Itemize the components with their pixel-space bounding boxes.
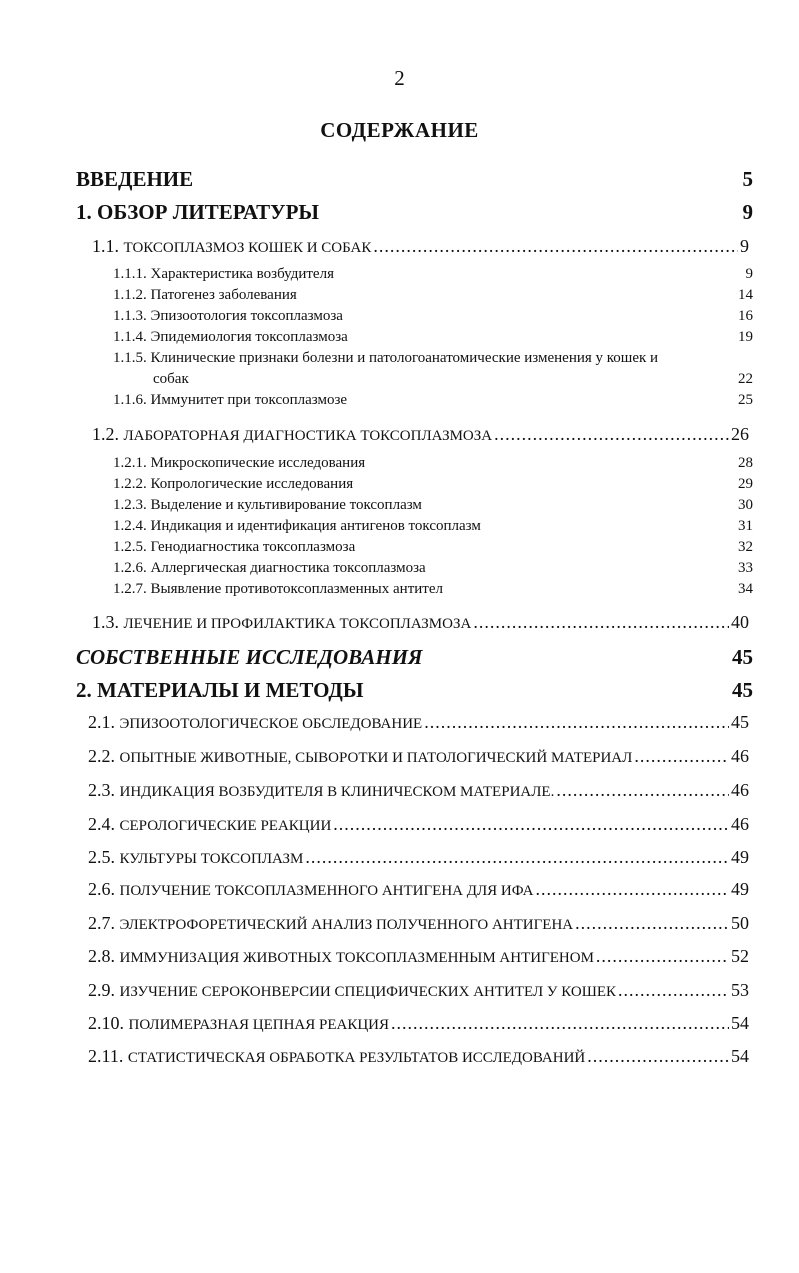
- toc-title-text: СЕРОЛОГИЧЕСКИЕ РЕАКЦИИ: [119, 818, 332, 834]
- toc-label: 1.2.7. Выявление противотоксоплазменных антител: [113, 581, 443, 597]
- toc-label: 1.2.5. Генодиагностика токсоплазмоза: [113, 539, 356, 555]
- toc-label: 1.2.2. Копрологические исследования: [113, 476, 354, 492]
- toc-number: 2.4.: [88, 814, 115, 834]
- toc-page: 29: [738, 476, 753, 492]
- toc-label-line1: 1.1.5. Клинические признаки болезни и патологоанатомические изменения у кошек и: [113, 350, 659, 366]
- toc-entry-1-1-5: [113, 348, 753, 390]
- toc-number: 2.2.: [88, 746, 115, 766]
- dot-leader: [618, 980, 729, 1001]
- toc-label: 1.2.4. Индикация и идентификация антигенов токсоплазм: [113, 518, 481, 534]
- toc-entry-1-1-3: [113, 308, 753, 325]
- toc-label: 1.1.4. Эпидемиология токсоплазмоза: [113, 329, 348, 345]
- toc-label: СОБСТВЕННЫЕ ИССЛЕДОВАНИЯ: [76, 645, 423, 669]
- toc-entry-1-2-2: [113, 476, 753, 493]
- toc-title-text: ИЗУЧЕНИЕ СЕРОКОНВЕРСИИ СПЕЦИФИЧЕСКИХ АНТИТЕЛ У КОШЕК: [119, 984, 617, 1000]
- toc-title-text: ИММУНИЗАЦИЯ ЖИВОТНЫХ ТОКСОПЛАЗМЕННЫМ АНТИГЕНОМ: [119, 950, 594, 966]
- toc-entry-2-7: [88, 913, 749, 934]
- toc-entry-1-3: [92, 612, 749, 633]
- toc-label: [88, 980, 616, 1001]
- dot-leader: [587, 1046, 729, 1067]
- toc-page: 9: [742, 200, 753, 224]
- toc-entry-1-1-6: [113, 392, 753, 409]
- dot-leader: [473, 612, 729, 633]
- toc-entry-1-2-1: [113, 455, 753, 472]
- toc-title-text: ЭЛЕКТРОФОРЕТИЧЕСКИЙ АНАЛИЗ ПОЛУЧЕННОГО АНТИГЕНА: [119, 917, 574, 933]
- toc-title-text: ЛАБОРАТОРНАЯ ДИАГНОСТИКА ТОКСОПЛАЗМОЗА: [123, 428, 493, 444]
- toc-label: [88, 746, 632, 767]
- toc-label: 1.1.1. Характеристика возбудителя: [113, 266, 334, 282]
- dot-leader: [556, 780, 729, 801]
- toc-title-text: КУЛЬТУРЫ ТОКСОПЛАЗМ: [119, 851, 304, 867]
- toc-page: 46: [731, 780, 749, 800]
- toc-label: 1.1.3. Эпизоотология токсоплазмоза: [113, 308, 343, 324]
- toc-page: 54: [731, 1013, 749, 1033]
- toc-title-text: ЭПИЗООТОЛОГИЧЕСКОЕ ОБСЛЕДОВАНИЕ: [119, 716, 423, 732]
- toc-entry-section-1: [76, 200, 753, 225]
- toc-entry-section-2: [76, 678, 753, 703]
- toc-entry-2-6: [88, 879, 749, 900]
- toc-label: 1. ОБЗОР ЛИТЕРАТУРЫ: [76, 200, 320, 224]
- toc-label: ВВЕДЕНИЕ: [76, 167, 194, 191]
- toc-page: 49: [731, 847, 749, 867]
- toc-entry-2-4: [88, 814, 749, 835]
- toc-label: 1.1.6. Иммунитет при токсоплазмозе: [113, 392, 348, 408]
- toc-page: 52: [731, 946, 749, 966]
- toc-label: [88, 847, 303, 868]
- toc-entry-2-8: [88, 946, 749, 967]
- toc-number: 2.11.: [88, 1046, 124, 1066]
- toc-label: [92, 612, 471, 633]
- toc-entry-2-11: [88, 1046, 749, 1067]
- toc-title-text: ПОЛИМЕРАЗНАЯ ЦЕПНАЯ РЕАКЦИЯ: [128, 1017, 390, 1033]
- toc-label: [88, 1013, 389, 1034]
- toc-page: 34: [738, 581, 753, 597]
- toc-number: 2.7.: [88, 913, 115, 933]
- toc-entry-1-2-5: [113, 539, 753, 556]
- toc-page: 45: [731, 712, 749, 732]
- toc-label: [88, 780, 554, 801]
- dot-leader: [575, 913, 729, 934]
- toc-entry-1-1: [92, 236, 749, 257]
- toc-page: 46: [731, 746, 749, 766]
- toc-page: 46: [731, 814, 749, 834]
- toc-page: 45: [732, 645, 753, 669]
- toc-entry-1-1-1: [113, 266, 753, 283]
- toc-title-text: ОПЫТНЫЕ ЖИВОТНЫЕ, СЫВОРОТКИ И ПАТОЛОГИЧЕСКИЙ МАТЕРИАЛ: [119, 750, 633, 766]
- toc-entry-2-9: [88, 980, 749, 1001]
- toc-number: 2.9.: [88, 980, 115, 1000]
- dot-leader: [424, 712, 729, 733]
- toc-label: [88, 712, 422, 733]
- toc-page: 33: [738, 560, 753, 576]
- toc-page: 54: [731, 1046, 749, 1066]
- toc-label-line2: собак: [153, 371, 189, 387]
- toc-label: 1.2.1. Микроскопические исследования: [113, 455, 366, 471]
- toc-entry-2-10: [88, 1013, 749, 1034]
- dot-leader: [535, 879, 729, 900]
- toc-entry-2-1: [88, 712, 749, 733]
- toc-page: 19: [738, 329, 753, 345]
- toc-label: [88, 946, 594, 967]
- toc-number: 2.5.: [88, 847, 115, 867]
- toc-entry-own-research: [76, 645, 753, 670]
- toc-number: 2.6.: [88, 879, 115, 899]
- toc-page: 14: [738, 287, 753, 303]
- toc-page: 30: [738, 497, 753, 513]
- toc-label: [92, 236, 371, 257]
- toc-page: 9: [745, 266, 753, 282]
- toc-entry-2-3: [88, 780, 749, 801]
- toc-label: [88, 814, 331, 835]
- toc-label: [88, 913, 573, 934]
- toc-number: 2.8.: [88, 946, 115, 966]
- toc-number: 2.10.: [88, 1013, 124, 1033]
- dot-leader: [305, 847, 729, 868]
- toc-number: 2.1.: [88, 712, 115, 732]
- toc-title-text: ТОКСОПЛАЗМОЗ КОШЕК И СОБАК: [123, 240, 372, 256]
- toc-entry-1-2-6: [113, 560, 753, 577]
- toc-title-text: ИНДИКАЦИЯ ВОЗБУДИТЕЛЯ В КЛИНИЧЕСКОМ МАТЕРИАЛЕ.: [119, 784, 555, 800]
- toc-label: [88, 879, 533, 900]
- toc-page: 45: [732, 678, 753, 702]
- toc-entry-intro: [76, 167, 753, 192]
- toc-number: 1.1.: [92, 236, 119, 256]
- toc-entry-1-1-2: [113, 287, 753, 304]
- toc-page: 31: [738, 518, 753, 534]
- toc-page: 28: [738, 455, 753, 471]
- toc-label: 1.2.6. Аллергическая диагностика токсоплазмоза: [113, 560, 426, 576]
- toc-label: [88, 1046, 585, 1067]
- dot-leader: [333, 814, 729, 835]
- toc-label: [92, 424, 492, 445]
- toc-label: 2. МАТЕРИАЛЫ И МЕТОДЫ: [76, 678, 364, 702]
- toc-page: 32: [738, 539, 753, 555]
- toc-entry-1-1-4: [113, 329, 753, 346]
- toc-page: 25: [738, 392, 753, 408]
- toc-number: 1.3.: [92, 612, 119, 632]
- toc-title-text: ЛЕЧЕНИЕ И ПРОФИЛАКТИКА ТОКСОПЛАЗМОЗА: [123, 616, 472, 632]
- dot-leader: [596, 946, 729, 967]
- toc-entry-1-2-4: [113, 518, 753, 535]
- toc-page: 49: [731, 879, 749, 899]
- toc-entry-2-2: [88, 746, 749, 767]
- dot-leader: [373, 236, 738, 257]
- dot-leader: [391, 1013, 729, 1034]
- toc-title-text: ПОЛУЧЕНИЕ ТОКСОПЛАЗМЕННОГО АНТИГЕНА ДЛЯ ИФА: [119, 883, 534, 899]
- toc-number: 1.2.: [92, 424, 119, 444]
- toc-title: СОДЕРЖАНИЕ: [320, 118, 479, 142]
- toc-entry-1-2-7: [113, 581, 753, 598]
- toc-page: 22: [738, 371, 753, 387]
- toc-entry-1-2: [92, 424, 749, 445]
- toc-page: 53: [731, 980, 749, 1000]
- toc-title-text: СТАТИСТИЧЕСКАЯ ОБРАБОТКА РЕЗУЛЬТАТОВ ИССЛЕДОВАНИЙ: [127, 1050, 586, 1066]
- toc-page: 40: [731, 612, 749, 632]
- toc-entry-1-2-3: [113, 497, 753, 514]
- toc-entry-2-5: [88, 847, 749, 868]
- toc-number: 2.3.: [88, 780, 115, 800]
- page-number: 2: [394, 66, 405, 90]
- toc-page: 50: [731, 913, 749, 933]
- toc-page: 26: [731, 424, 749, 444]
- toc-page: 5: [742, 167, 753, 191]
- dot-leader: [634, 746, 729, 767]
- toc-label: 1.1.2. Патогенез заболевания: [113, 287, 297, 303]
- toc-label: 1.2.3. Выделение и культивирование токсоплазм: [113, 497, 422, 513]
- toc-page: 9: [740, 236, 749, 256]
- toc-page: 16: [738, 308, 753, 324]
- dot-leader: [494, 424, 729, 445]
